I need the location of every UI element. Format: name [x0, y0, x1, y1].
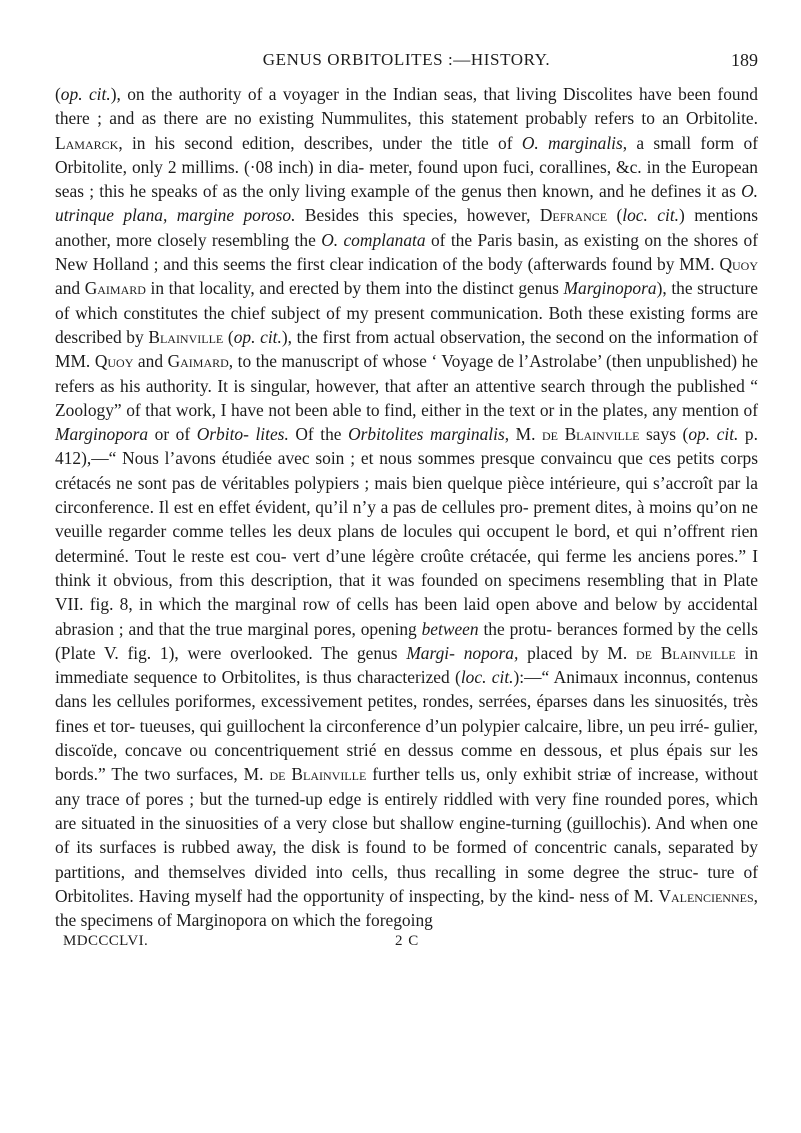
- text-run: ) mentions another, more closely resembling the: [55, 205, 758, 250]
- signature-mark: MDCCCLVI.: [63, 933, 149, 950]
- paragraph: [55, 82, 758, 932]
- species-name: O. marginalis: [521, 132, 623, 153]
- citation-italic: loc. cit.: [460, 667, 514, 688]
- author-name: Quoy: [94, 351, 134, 372]
- text-run: the protu- berances formed by the cells (Plate V. fig. 1), were overlooked. The genus: [55, 618, 758, 663]
- text-run: ), the structure of which constitutes the chief subject of my present communication. Both these existing forms are described by: [55, 278, 758, 347]
- genus-name: Orbito- lites.: [196, 424, 289, 445]
- text-run: Of the: [288, 424, 349, 445]
- sheet-mark: 2 C: [395, 933, 420, 950]
- author-name: Lamarck: [55, 132, 119, 153]
- author-name: de Blainville: [636, 642, 736, 663]
- text-run: and: [55, 278, 85, 299]
- text-run: , the specimens of Marginopora on which the foregoing: [55, 885, 758, 931]
- author-name: Valenciennes: [658, 885, 754, 906]
- text-run: (: [607, 205, 623, 226]
- text-run: in that locality, and erected by them into the distinct genus: [145, 278, 564, 299]
- author-name: Quoy: [719, 254, 758, 275]
- text-run: (: [55, 84, 61, 104]
- species-name: O. complanata: [321, 229, 426, 250]
- text-run: , to the manuscript of whose ‘ Voyage de l’Astrolabe’ (then unpublished) he refers as his authority. It is singular, however, that after an attentive search through the published “ Zoology” of that work, I have not been able to find, either in the text or in the plates, any mention of: [55, 351, 758, 420]
- text-run: says (: [639, 424, 689, 445]
- genus-name: Marginopora: [55, 424, 149, 445]
- author-name: de Blainville: [542, 424, 640, 445]
- text-run: further tells us, only exhibit striæ of increase, without any trace of pores ; but the turned-up edge is entirely riddled with very fine rounded pores, which are situated in the sinuosities of a very close but shallow engine-turning (guillochis). And when one of its surfaces is rubbed away, the disk is found to be formed of concentric canals, separated by partitions, and themselves divided into cells, thus recalling in some degree the struc- ture of Orbitolites. Having myself had the opportunity of inspecting, by the kind- ness of M.: [55, 764, 758, 906]
- citation-italic: op. cit.: [688, 424, 739, 445]
- page-number: 189: [731, 50, 758, 70]
- author-name: Defrance: [539, 205, 608, 226]
- species-name: Orbitolites marginalis: [348, 424, 505, 445]
- text-run: in immediate sequence to Orbitolites, is thus characterized (: [55, 642, 759, 688]
- text-run: ), the first from actual observation, the second on the information of MM.: [55, 326, 758, 372]
- citation-italic: op. cit.: [60, 84, 111, 104]
- author-name: Gaimard: [84, 278, 146, 299]
- page-footer: [55, 933, 758, 955]
- text-run: of the Paris basin, as existing on the shores of New Holland ; and this seems the first clear indication of the body (afterwards found by MM.: [55, 229, 759, 275]
- text-run: and: [133, 351, 168, 372]
- author-name: de Blainville: [269, 764, 367, 785]
- author-name: Gaimard: [167, 351, 229, 372]
- text-run: ), on the authority of a voyager in the Indian seas, that living Discolites have been found there ; and as there are no existing Nummulites, this statement probably refers to an Orbitolite.: [55, 84, 758, 129]
- emphasis: between: [421, 618, 479, 639]
- text-run: placed by M.: [518, 642, 637, 663]
- citation-italic: loc. cit.: [622, 205, 680, 226]
- text-run: Besides this species, however,: [295, 205, 540, 226]
- page-header: [55, 50, 758, 76]
- species-definition: O. utrinque plana, margine poroso.: [55, 181, 758, 226]
- page: [55, 50, 758, 955]
- text-run: , M.: [504, 424, 543, 445]
- genus-name: Marginopora: [563, 278, 657, 299]
- genus-name: Margi- nopora,: [406, 642, 519, 663]
- author-name: Blainville: [148, 326, 224, 347]
- citation-italic: op. cit.: [233, 326, 282, 347]
- text-run: , in his second edition, describes, under the title of: [118, 132, 522, 153]
- body-text: [55, 82, 758, 932]
- running-head: GENUS ORBITOLITES :—HISTORY.: [262, 50, 551, 69]
- text-run: or of: [148, 424, 197, 445]
- text-run: p. 412),—“ Nous l’avons étudiée avec soin ; et nous sommes presque convaincu que ces petits corps crétacés ne sont pas de véritables polypiers ; mais bien quelque pièce intérieure, qui s’accroît par la circonference. Il est en effet évident, qu’il n’y a pas de cellules pro- prement dites, à moins qu’on ne veuille regarder comme telles les deux plans de locules qui occupent le bord, et qui n’offrent rien determiné. Tout le reste est cou- vert d’une légère croûte crétacée, qui ferme les anciens pores.” I think it obvious, from this description, that it was founded on specimens resembling that in Plate VII. fig. 8, in which the marginal row of cells has been laid open above and below by accidental abrasion ; and that the true marginal pores, opening: [55, 424, 758, 639]
- text-run: ):—“ Animaux inconnus, contenus dans les cellules poriformes, excessivement petites, rondes, serrées, éparses dans les sinuosités, très fines et tor- tueuses, qui guillochent la circonference d’un polypier calcaire, libre, un peu irré- gulier, discoïde, concave ou concentriquement strié en dessus comme en dessous, et plus épais sur les bords.” The two surfaces, M.: [55, 667, 759, 785]
- text-run: (: [223, 326, 234, 347]
- text-run: , a small form of Orbitolite, only 2 millims. (·08 inch) in dia- meter, found upon fuci, corallines, &c. in the European seas ; this he speaks of as the only living example of the genus then known, and he defines it as: [55, 132, 758, 202]
